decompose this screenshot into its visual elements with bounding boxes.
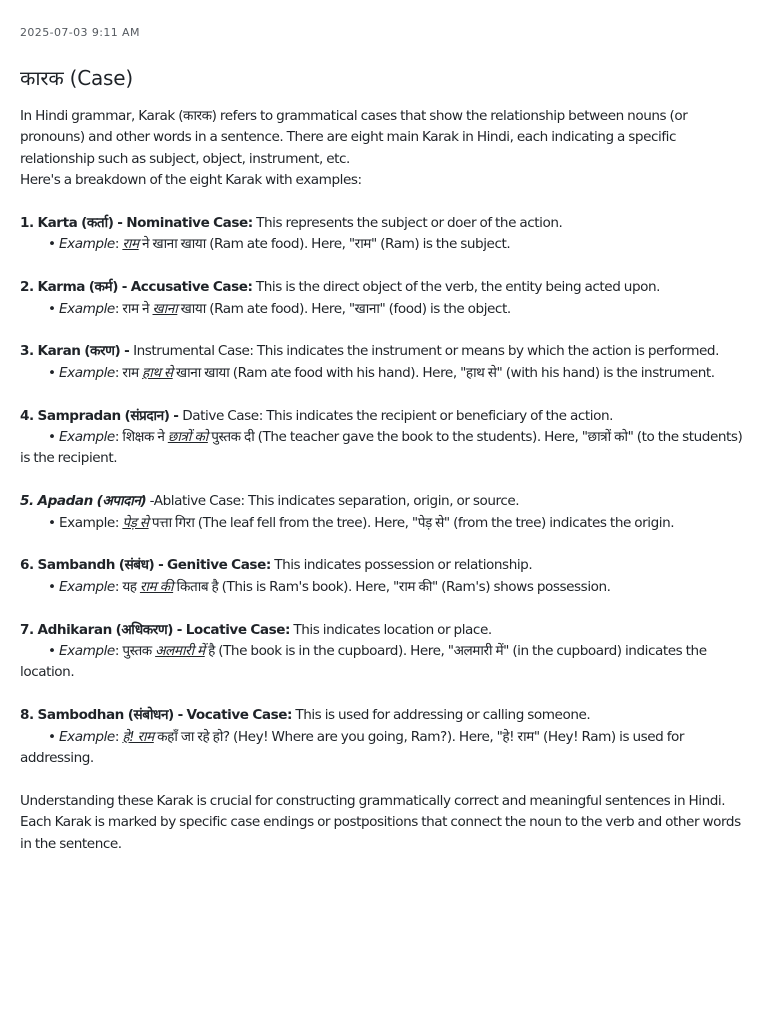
example-label: Example <box>59 643 115 660</box>
example-highlight: राम <box>122 236 139 253</box>
example-explanation: (Ram ate food). Here, "खाना" (food) is the object. <box>205 300 511 317</box>
karak-5-example: • Example: पेड़ से पत्ता गिरा (The leaf fell from the tree). Here, "पेड़ से" (from the tree) indicates the origin. <box>20 513 752 534</box>
bullet-dot: • <box>48 643 56 660</box>
karak-2-definition <box>20 277 752 298</box>
example-highlight: पेड़ से <box>122 514 149 531</box>
karak-description: This is the direct object of the verb, the entity being acted upon. <box>252 279 661 296</box>
karak-description: Dative Case: This indicates the recipient or beneficiary of the action. <box>182 407 613 424</box>
example-label: Example <box>59 578 115 595</box>
karak-3-definition <box>20 341 752 362</box>
karak-heading: 7. Adhikaran (अधिकरण) - Locative Case: <box>20 621 291 638</box>
karak-1-example: • Example: राम ने खाना खाया (Ram ate food). Here, "राम" (Ram) is the subject. <box>20 234 752 255</box>
karak-4-definition <box>20 406 752 427</box>
bullet-dot: • <box>48 364 56 381</box>
karak-heading: 8. Sambodhan (संबोधन) - Vocative Case: <box>20 707 292 724</box>
example-explanation: (Hey! Where are you going, Ram?). Here, "हे! राम" (Hey! Ram) is used for addressing. <box>20 728 685 767</box>
karak-2-example: • Example: राम ने खाना खाया (Ram ate food). Here, "खाना" (food) is the object. <box>20 299 752 320</box>
example-label: Example <box>59 364 115 381</box>
karak-heading: 4. Sampradan (संप्रदान) - <box>20 407 183 424</box>
karak-description: This indicates location or place. <box>290 621 492 638</box>
example-label: Example <box>59 514 115 531</box>
bullet-dot: • <box>48 578 56 595</box>
example-label: Example <box>59 728 115 745</box>
bullet-dot: • <box>48 514 56 531</box>
bullet-dot: • <box>48 236 56 253</box>
note-body <box>20 106 752 855</box>
example-highlight: छात्रों को <box>167 429 208 446</box>
example-highlight: हे! राम <box>122 728 154 745</box>
karak-heading: 5. Apadan (अपादान) <box>20 493 147 510</box>
example-explanation: (The teacher gave the book to the students). Here, "छात्रों को" (to the students) is the recipient. <box>20 429 743 467</box>
karak-7-definition <box>20 620 752 641</box>
karak-description: This indicates possession or relationship. <box>270 557 533 574</box>
karak-heading: 1. Karta (कर्ता) - Nominative Case: <box>20 215 253 232</box>
example-explanation: (Ram ate food with his hand). Here, "हाथ से" (with his hand) is the instrument. <box>229 364 715 381</box>
karak-6-definition <box>20 555 752 576</box>
conclusion-paragraph: Understanding these Karak is crucial for constructing grammatically correct and meaningful sentences in Hindi. Each Karak is marked by specific case endings or postpositions that connect the noun to the verb and other words in the sentence. <box>20 792 741 852</box>
timestamp: 2025-07-03 9:11 AM <box>20 26 140 39</box>
example-highlight: राम की <box>139 578 174 595</box>
karak-4-example: • Example: शिक्षक ने छात्रों को पुस्तक दी (The teacher gave the book to the students). Here, "छात्रों को" (to the students) is the recipient. <box>20 429 743 467</box>
bullet-dot: • <box>48 429 56 446</box>
bullet-dot: • <box>48 300 56 317</box>
karak-6-example: • Example: यह राम की किताब है (This is Ram's book). Here, "राम की" (Ram's) shows possession. <box>20 577 752 598</box>
example-highlight: अलमारी में <box>155 643 205 660</box>
karak-description: This is used for addressing or calling someone. <box>291 707 591 724</box>
karak-1-definition <box>20 213 752 234</box>
bullet-dot: • <box>48 728 56 745</box>
example-highlight: खाना <box>152 300 178 317</box>
example-explanation: (The leaf fell from the tree). Here, "पेड़ से" (from the tree) indicates the origin. <box>194 514 675 531</box>
karak-heading: 6. Sambandh (संबंध) - Genitive Case: <box>20 557 271 574</box>
example-explanation: (Ram ate food). Here, "राम" (Ram) is the subject. <box>205 236 511 253</box>
karak-5-definition <box>20 491 752 512</box>
karak-description: This represents the subject or doer of the action. <box>252 215 563 232</box>
karak-8-example: • Example: हे! राम कहाँ जा रहे हो? (Hey! Where are you going, Ram?). Here, "हे! राम" (Hey! Ram) is used for addressing. <box>20 728 685 767</box>
intro-lead: Here's a breakdown of the eight Karak with examples: <box>20 172 362 189</box>
example-label: Example <box>59 300 115 317</box>
karak-description: Instrumental Case: This indicates the instrument or means by which the action is performed. <box>133 343 719 360</box>
page-title: कारक (Case) <box>20 66 133 90</box>
example-label: Example <box>59 236 115 253</box>
karak-description: -Ablative Case: This indicates separation, origin, or source. <box>146 493 520 510</box>
karak-heading: 3. Karan (करण) - <box>20 343 134 360</box>
intro-paragraph: In Hindi grammar, Karak (कारक) refers to grammatical cases that show the relationship between nouns (or pronouns) and other words in a sentence. There are eight main Karak in Hindi, each indicating a specific relationship such as subject, object, instrument, etc. <box>20 108 688 167</box>
example-label: Example <box>59 429 115 446</box>
example-explanation: (The book is in the cupboard). Here, "अलमारी में" (in the cupboard) indicates the location. <box>20 643 707 681</box>
karak-7-example: • Example: पुस्तक अलमारी में है (The book is in the cupboard). Here, "अलमारी में" (in the cupboard) indicates the location. <box>20 643 707 681</box>
karak-3-example: • Example: राम हाथ से खाना खाया (Ram ate food with his hand). Here, "हाथ से" (with his hand) is the instrument. <box>20 363 752 384</box>
example-explanation: (This is Ram's book). Here, "राम की" (Ram's) shows possession. <box>218 578 611 595</box>
karak-8-definition <box>20 705 752 726</box>
example-highlight: हाथ से <box>142 364 173 381</box>
karak-heading: 2. Karma (कर्म) - Accusative Case: <box>20 279 253 296</box>
